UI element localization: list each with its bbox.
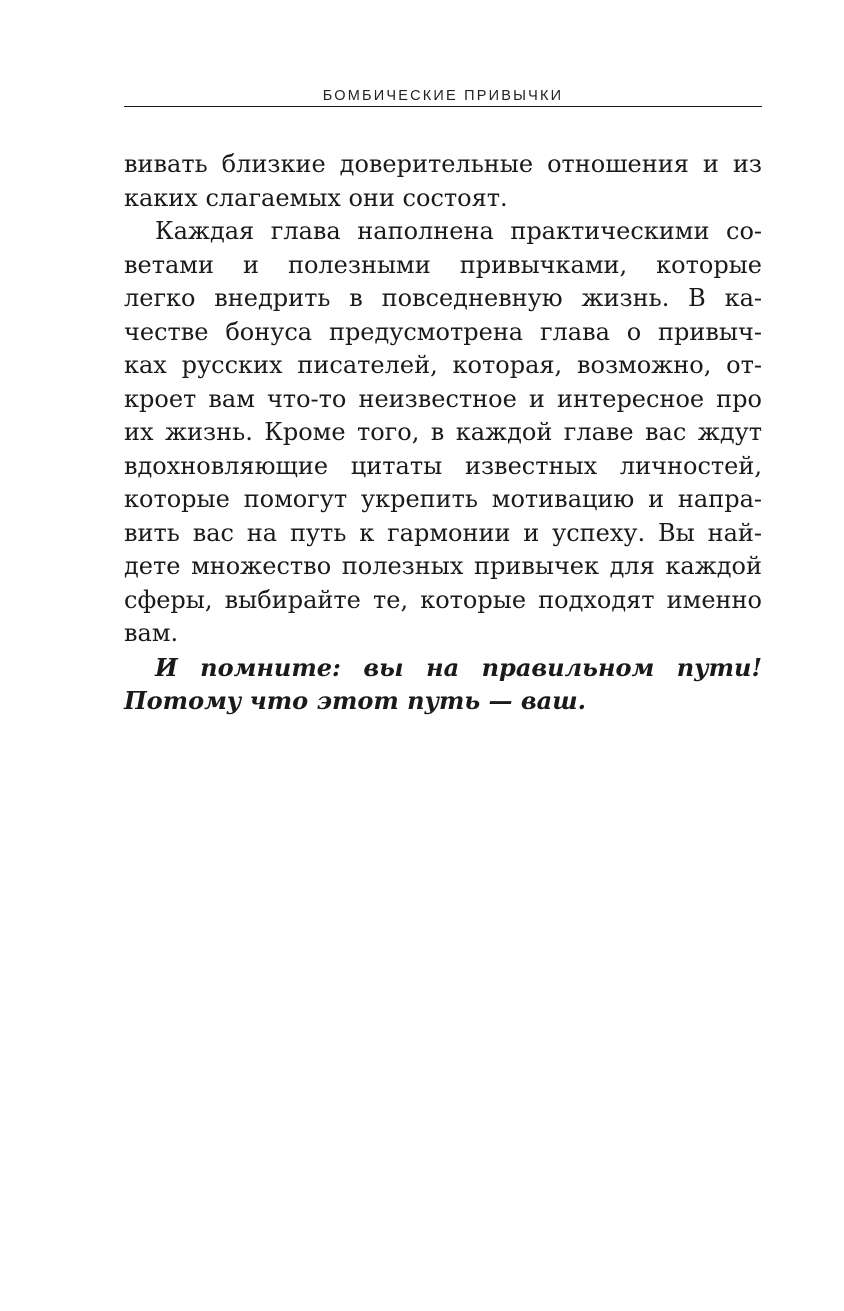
emphasis-line: И помните: вы на правильном пути! [155, 652, 762, 682]
running-head: БОМБИЧЕСКИЕ ПРИВЫЧКИ [322, 88, 564, 104]
text-line: вам. [124, 619, 179, 647]
text-line: которые помогут укрепить мотивацию и напра- [124, 485, 762, 513]
text-line: вдохновляющие цитаты известных личностей, [124, 451, 762, 480]
header-rule [124, 106, 762, 107]
text-line: честве бонуса предусмотрена глава о привыч- [124, 317, 762, 346]
text-line: сферы, выбирайте те, которые подходят именно [124, 585, 762, 614]
text-line: вить вас на путь к гармонии и успеху. Вы най- [124, 518, 762, 547]
closing-emphasis [124, 651, 762, 718]
text-line: ках русских писателей, которая, возможно, от- [124, 351, 762, 379]
paragraph-1 [124, 148, 762, 215]
text-line: легко внедрить в повседневную жизнь. В ка- [124, 284, 762, 312]
text-block [124, 148, 762, 718]
text-line: каких слагаемых они состоят. [124, 183, 508, 212]
text-line: вивать близкие доверительные отношения и из [124, 150, 762, 178]
text-line: Каждая глава наполнена практическими со- [155, 217, 762, 245]
text-line: кроет вам что-то неизвестное и интересное про [124, 384, 762, 413]
paragraph-2 [124, 215, 762, 651]
text-line: их жизнь. Кроме того, в каждой главе вас ждут [124, 418, 762, 446]
text-line: дете множество полезных привычек для каждой [124, 552, 762, 580]
text-line: ветами и полезными привычками, которые [124, 250, 762, 279]
emphasis-line: Потому что этот путь — ваш. [124, 686, 586, 715]
